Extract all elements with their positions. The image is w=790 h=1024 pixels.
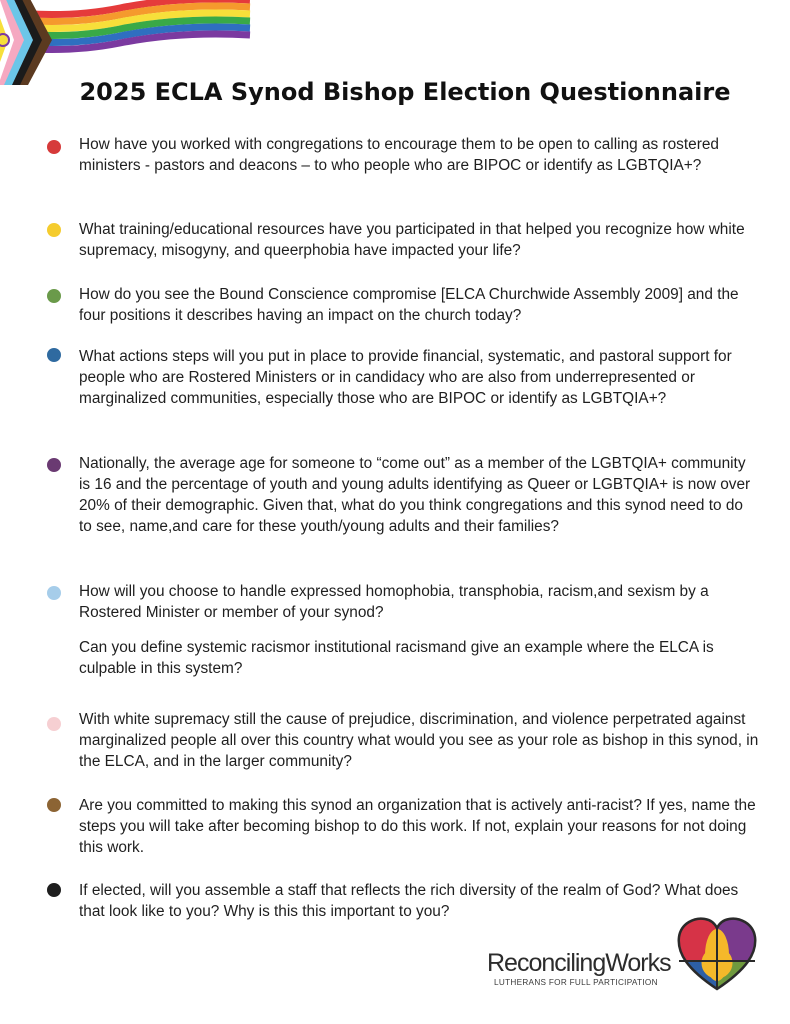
- question-item: [79, 709, 759, 772]
- question-item: [79, 581, 759, 679]
- bullet-blue: [47, 348, 61, 362]
- page-title: 2025 ECLA Synod Bishop Election Questionnaire: [79, 78, 731, 106]
- question-text: Are you committed to making this synod an organization that is actively anti-racist? If yes, name the steps you will take after becoming bishop to do this work. If not, explain your reasons for not doing this work.: [79, 797, 756, 856]
- question-item: [79, 219, 759, 261]
- bullet-purple: [47, 458, 61, 472]
- bullet-yellow: [47, 223, 61, 237]
- logo-tagline: LUTHERANS FOR FULL PARTICIPATION: [494, 978, 658, 987]
- question-text: Nationally, the average age for someone to “come out” as a member of the LGBTQIA+ community is 16 and the percentage of youth and young adults identifying as Queer or LGBTQIA+ is now over 20% of their demographic. Given that, what do you think congregations and this synod need to do to see, name,and care for these youth/young adults and their families?: [79, 455, 751, 535]
- question-item: [79, 880, 759, 922]
- logo-wordmark: ReconcilingWorks: [487, 949, 671, 977]
- bullet-pink: [47, 717, 61, 731]
- question-text: How will you choose to handle expressed homophobia, transphobia, racism,and sexism by a Rostered Minister or member of your synod?: [79, 583, 709, 621]
- question-item: [79, 134, 759, 176]
- question-item: [79, 795, 759, 858]
- question-item: [79, 284, 759, 326]
- pride-flag-ribbon: [0, 0, 260, 85]
- bullet-green: [47, 289, 61, 303]
- question-item: [79, 346, 759, 409]
- question-text: With white supremacy still the cause of prejudice, discrimination, and violence perpetrated against marginalized people all over this country what would you see as your role as bishop in this synod, in the ELCA, and in the larger community?: [79, 711, 759, 770]
- question-text: How have you worked with congregations to encourage them to be open to calling as rostered ministers - pastors and deacons – to who people who are BIPOC or identify as LGBTQIA+?: [79, 136, 719, 174]
- question-text: What actions steps will you put in place to provide financial, systematic, and pastoral support for people who are Rostered Ministers or in candidacy who are also from underrepresented or marginalized communities, especially those who are BIPOC or identify as LGBTQIA+?: [79, 348, 732, 407]
- bullet-black: [47, 883, 61, 897]
- heart-logo-icon: [677, 917, 757, 991]
- bullet-light-blue: [47, 586, 61, 600]
- question-text: If elected, will you assemble a staff that reflects the rich diversity of the realm of God? What does that look like to you? Why is this this important to you?: [79, 882, 739, 920]
- question-text: What training/educational resources have you participated in that helped you recognize how white supremacy, misogyny, and queerphobia have impacted your life?: [79, 221, 745, 259]
- question-text-followup: Can you define systemic racismor institutional racismand give an example where the ELCA is culpable in this system?: [79, 639, 714, 677]
- bullet-red: [47, 140, 61, 154]
- question-text: How do you see the Bound Conscience compromise [ELCA Churchwide Assembly 2009] and the four positions it describes having an impact on the church today?: [79, 286, 739, 324]
- question-item: [79, 453, 759, 537]
- bullet-brown: [47, 798, 61, 812]
